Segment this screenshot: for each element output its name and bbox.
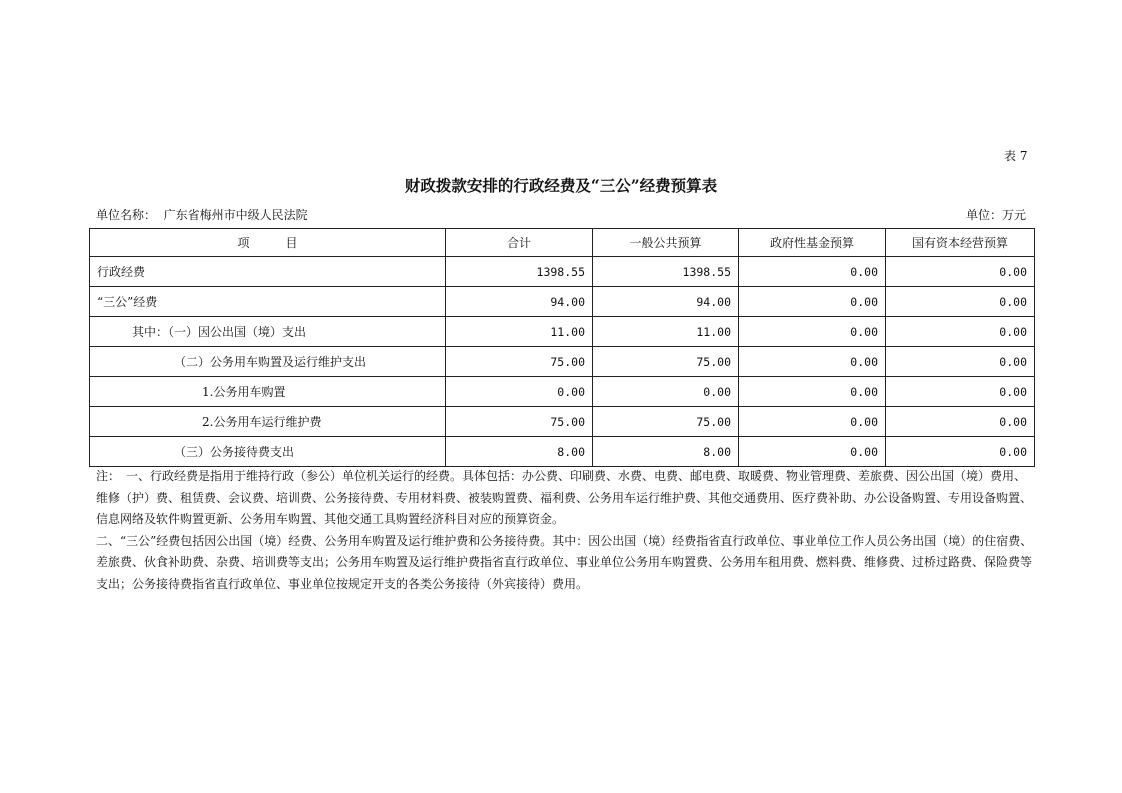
row-item-label: “三公”经费 <box>90 287 446 317</box>
table-row <box>90 437 1035 467</box>
note-1: 注： 一、行政经费是指用于维持行政（参公）单位机关运行的经费。具体包括：办公费、印刷费、水费、电费、邮电费、取暖费、物业管理费、差旅费、因公出国（境）费用、维修（护）费、租赁费、会议费、培训费、公务接待费、专用材料费、被装购置费、福利费、公务用车运行维护费、其他交通费用、医疗费补助、办公设备购置、专用设备购置、信息网络及软件购置更新、公务用车购置、其他交通工具购置经济科目对应的预算资金。 <box>96 469 1033 526</box>
cell-general-budget: 0.00 <box>593 377 739 407</box>
table-row <box>90 287 1035 317</box>
cell-government-fund: 0.00 <box>739 437 886 467</box>
cell-total: 94.00 <box>446 287 593 317</box>
table-row <box>90 377 1035 407</box>
unit-name: 广东省梅州市中级人民法院 <box>163 208 308 222</box>
column-header-general-budget: 一般公共预算 <box>593 229 739 257</box>
row-item-label: （三）公务接待费支出 <box>90 437 446 467</box>
cell-general-budget: 75.00 <box>593 347 739 377</box>
table-number: 表 7 <box>1004 149 1028 163</box>
cell-government-fund: 0.00 <box>739 287 886 317</box>
table-row <box>90 317 1035 347</box>
row-item-label: 行政经费 <box>90 257 446 287</box>
budget-table <box>89 228 1035 467</box>
table-row <box>90 257 1035 287</box>
cell-state-capital: 0.00 <box>886 347 1035 377</box>
cell-government-fund: 0.00 <box>739 377 886 407</box>
cell-state-capital: 0.00 <box>886 437 1035 467</box>
cell-government-fund: 0.00 <box>739 317 886 347</box>
cell-total: 8.00 <box>446 437 593 467</box>
cell-total: 11.00 <box>446 317 593 347</box>
cell-government-fund: 0.00 <box>739 347 886 377</box>
unit-measure: 单位：万元 <box>966 208 1027 222</box>
column-header-total: 合计 <box>446 229 593 257</box>
cell-state-capital: 0.00 <box>886 377 1035 407</box>
cell-general-budget: 94.00 <box>593 287 739 317</box>
unit-name-line <box>96 206 308 223</box>
cell-total: 75.00 <box>446 347 593 377</box>
notes <box>96 466 1036 595</box>
cell-general-budget: 8.00 <box>593 437 739 467</box>
cell-government-fund: 0.00 <box>739 407 886 437</box>
column-header-item: 项 目 <box>90 229 446 257</box>
cell-total: 75.00 <box>446 407 593 437</box>
table-row <box>90 407 1035 437</box>
cell-state-capital: 0.00 <box>886 407 1035 437</box>
column-header-state-capital: 国有资本经营预算 <box>886 229 1035 257</box>
cell-total: 0.00 <box>446 377 593 407</box>
cell-total: 1398.55 <box>446 257 593 287</box>
unit-name-label: 单位名称： <box>96 208 157 222</box>
row-item-label: 其中：（一）因公出国（境）支出 <box>90 317 446 347</box>
cell-general-budget: 1398.55 <box>593 257 739 287</box>
note-2: 二、“三公”经费包括因公出国（境）经费、公务用车购置及运行维护费和公务接待费。其中：因公出国（境）经费指省直行政单位、事业单位工作人员公务出国（境）的住宿费、差旅费、伙食补助费、杂费、培训费等支出；公务用车购置及运行维护费指省直行政单位、事业单位公务用车购置费、公务用车租用费、燃料费、维修费、过桥过路费、保险费等支出；公务接待费指省直行政单位、事业单位按规定开支的各类公务接待（外宾接待）费用。 <box>96 533 1033 591</box>
cell-state-capital: 0.00 <box>886 317 1035 347</box>
cell-general-budget: 11.00 <box>593 317 739 347</box>
cell-state-capital: 0.00 <box>886 287 1035 317</box>
cell-state-capital: 0.00 <box>886 257 1035 287</box>
table-row <box>90 347 1035 377</box>
row-item-label: （二）公务用车购置及运行维护支出 <box>90 347 446 377</box>
cell-general-budget: 75.00 <box>593 407 739 437</box>
page-title: 财政拨款安排的行政经费及“三公”经费预算表 <box>404 176 718 195</box>
row-item-label: 1.公务用车购置 <box>90 377 446 407</box>
table-header-row <box>90 229 1035 257</box>
column-header-government-fund: 政府性基金预算 <box>739 229 886 257</box>
cell-government-fund: 0.00 <box>739 257 886 287</box>
row-item-label: 2.公务用车运行维护费 <box>90 407 446 437</box>
